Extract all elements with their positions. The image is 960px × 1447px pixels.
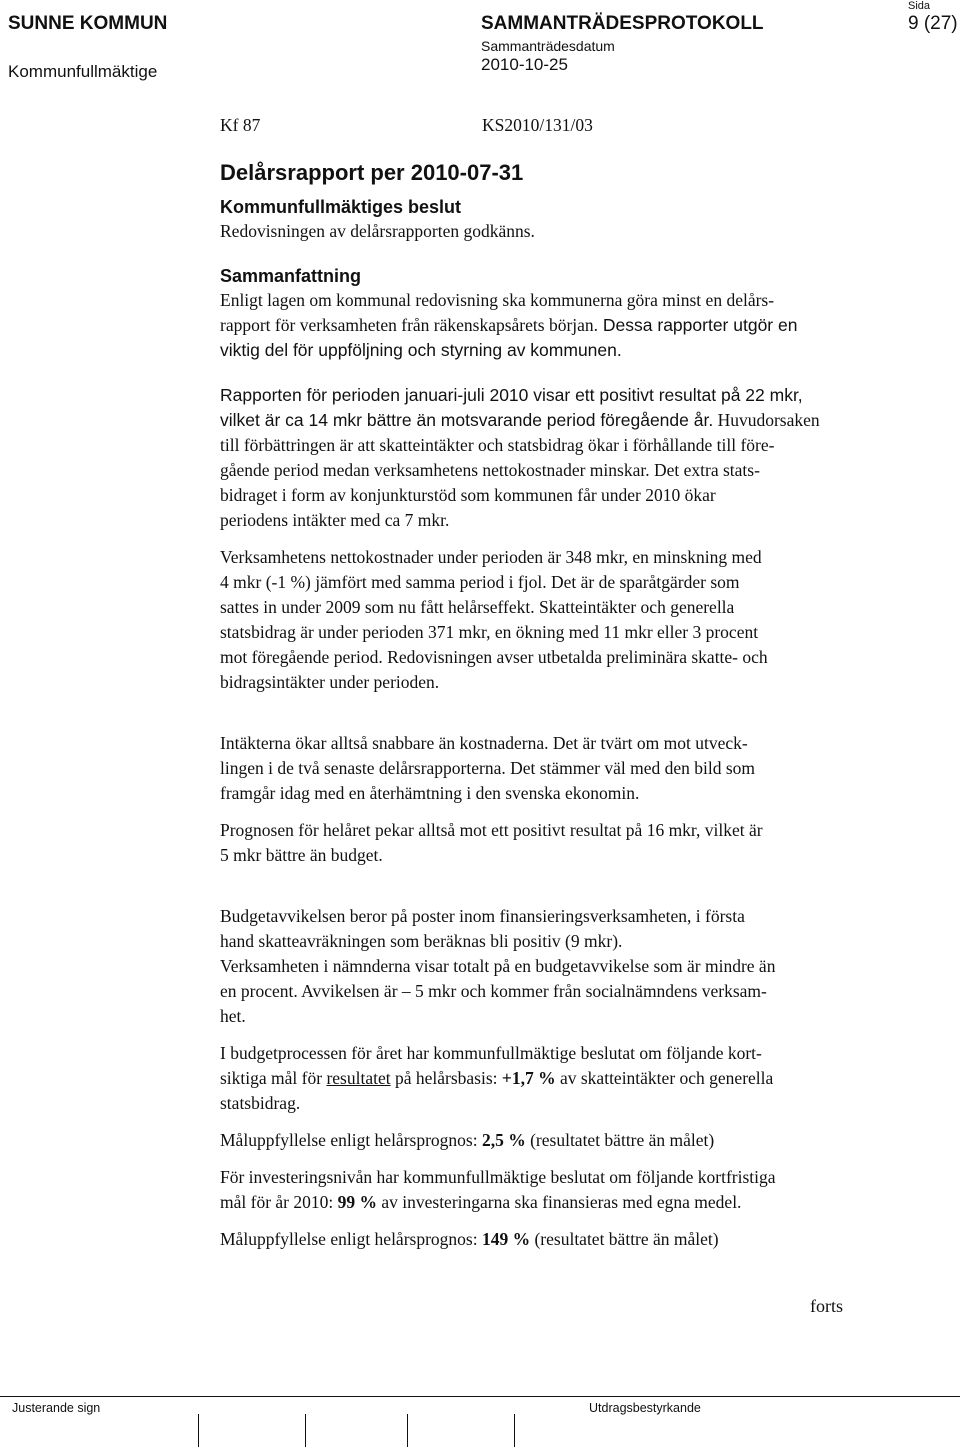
- investment-paragraph: För investeringsnivån har kommunfullmäktige beslutat om följande kortfristiga mål för år 2010: 99 % av investeringarna ska finansieras med egna medel.: [220, 1167, 776, 1212]
- meeting-date: 2010-10-25: [481, 55, 568, 74]
- continued-label: forts: [810, 1296, 843, 1316]
- page-number: 9 (27): [908, 13, 958, 34]
- summary-paragraph: Intäkterna ökar alltså snabbare än kostnaderna. Det är tvärt om mot utveck- lingen i de två senaste delårsrapporterna. Det stämmer väl med den bild som framgår idag med en återhämtning i den svenska ekonomin.: [220, 733, 756, 803]
- organization-name: SUNNE KOMMUN: [8, 13, 168, 34]
- summary-heading: Sammanfattning: [220, 266, 362, 286]
- signature-box-divider: [305, 1414, 306, 1447]
- signature-label: Justerande sign: [12, 1401, 101, 1415]
- case-reference: [220, 113, 920, 143]
- result-link: resultatet: [326, 1068, 391, 1088]
- goal-fulfillment: Måluppfyllelse enligt helårsprognos: 2,5 % (resultatet bättre än målet): [220, 1130, 715, 1150]
- date-label: Sammanträdesdatum: [481, 38, 615, 54]
- signature-box-divider: [407, 1414, 408, 1447]
- footer-divider: [0, 1396, 960, 1397]
- decision-heading: Kommunfullmäktiges beslut: [220, 197, 462, 217]
- case-title: Delårsrapport per 2010-07-31: [220, 160, 524, 185]
- document-type: SAMMANTRÄDESPROTOKOLL: [481, 13, 764, 34]
- paragraph-number: Kf 87: [220, 115, 261, 135]
- decision-text: Redovisningen av delårsrapporten godkänns.: [220, 221, 535, 241]
- extract-label: Utdragsbestyrkande: [589, 1401, 701, 1415]
- body-name: Kommunfullmäktige: [8, 62, 158, 81]
- summary-paragraph: Verksamhetens nettokostnader under perioden är 348 mkr, en minskning med 4 mkr (-1 %) jämfört med samma period i fjol. Det är de sparåtgärder som sattes in under 2009 som nu fått helårseffekt. Skatteintäkter och generella statsbidrag är under perioden 371 mkr, en ökning med 11 mkr eller 3 procent mot föregående period. Redovisningen avser utbetalda preliminära skatte- och bidragsintäkter under perioden.: [220, 547, 768, 692]
- goal-paragraph: I budgetprocessen för året har kommunfullmäktige beslutat om följande kort- siktiga mål för resultatet på helårsbasis: +1,7 % av skatteintäkter och generella statsbidrag.: [220, 1043, 774, 1113]
- signature-box-divider: [514, 1414, 515, 1447]
- forecast-paragraph: Prognosen för helåret pekar alltså mot ett positivt resultat på 16 mkr, vilket är 5 mkr bättre än budget.: [220, 820, 763, 865]
- goal-value: +1,7 %: [501, 1068, 556, 1088]
- investment-fulfillment: Måluppfyllelse enligt helårsprognos: 149 % (resultatet bättre än målet): [220, 1229, 719, 1249]
- case-number: KS2010/131/03: [482, 115, 593, 135]
- budget-deviation-paragraph: Budgetavvikelsen beror på poster inom finansieringsverksamheten, i första hand skatteavräkningen som beräknas bli positiv (9 mkr). Verksamheten i nämnderna visar totalt på en budgetavvikelse som är mindre än en procent. Avvikelsen är – 5 mkr och kommer från socialnämndens verksam- het.: [220, 906, 776, 1026]
- signature-box-divider: [198, 1414, 199, 1447]
- summary-paragraph: Rapporten för perioden januari-juli 2010 visar ett positivt resultat på 22 mkr, vilket är ca 14 mkr bättre än motsvarande period föregående år. Huvudorsaken till förbättringen är att skatteintäkter och statsbidrag ökar i förhållande till före- gående period medan verksamhetens nettokostnader minskar. Det extra stats- bidraget i form av konjunkturstöd som kommunen får under 2010 ökar periodens intäkter med ca 7 mkr.: [220, 385, 820, 530]
- protocol-content: [220, 113, 920, 1252]
- summary-paragraph: Enligt lagen om kommunal redovisning ska kommunerna göra minst en delårs- rapport för verksamheten från räkenskapsårets början. Dessa rapporter utgör en viktig del för uppföljning och styrning av kommunen.: [220, 290, 798, 360]
- page-label: Sida: [908, 0, 931, 12]
